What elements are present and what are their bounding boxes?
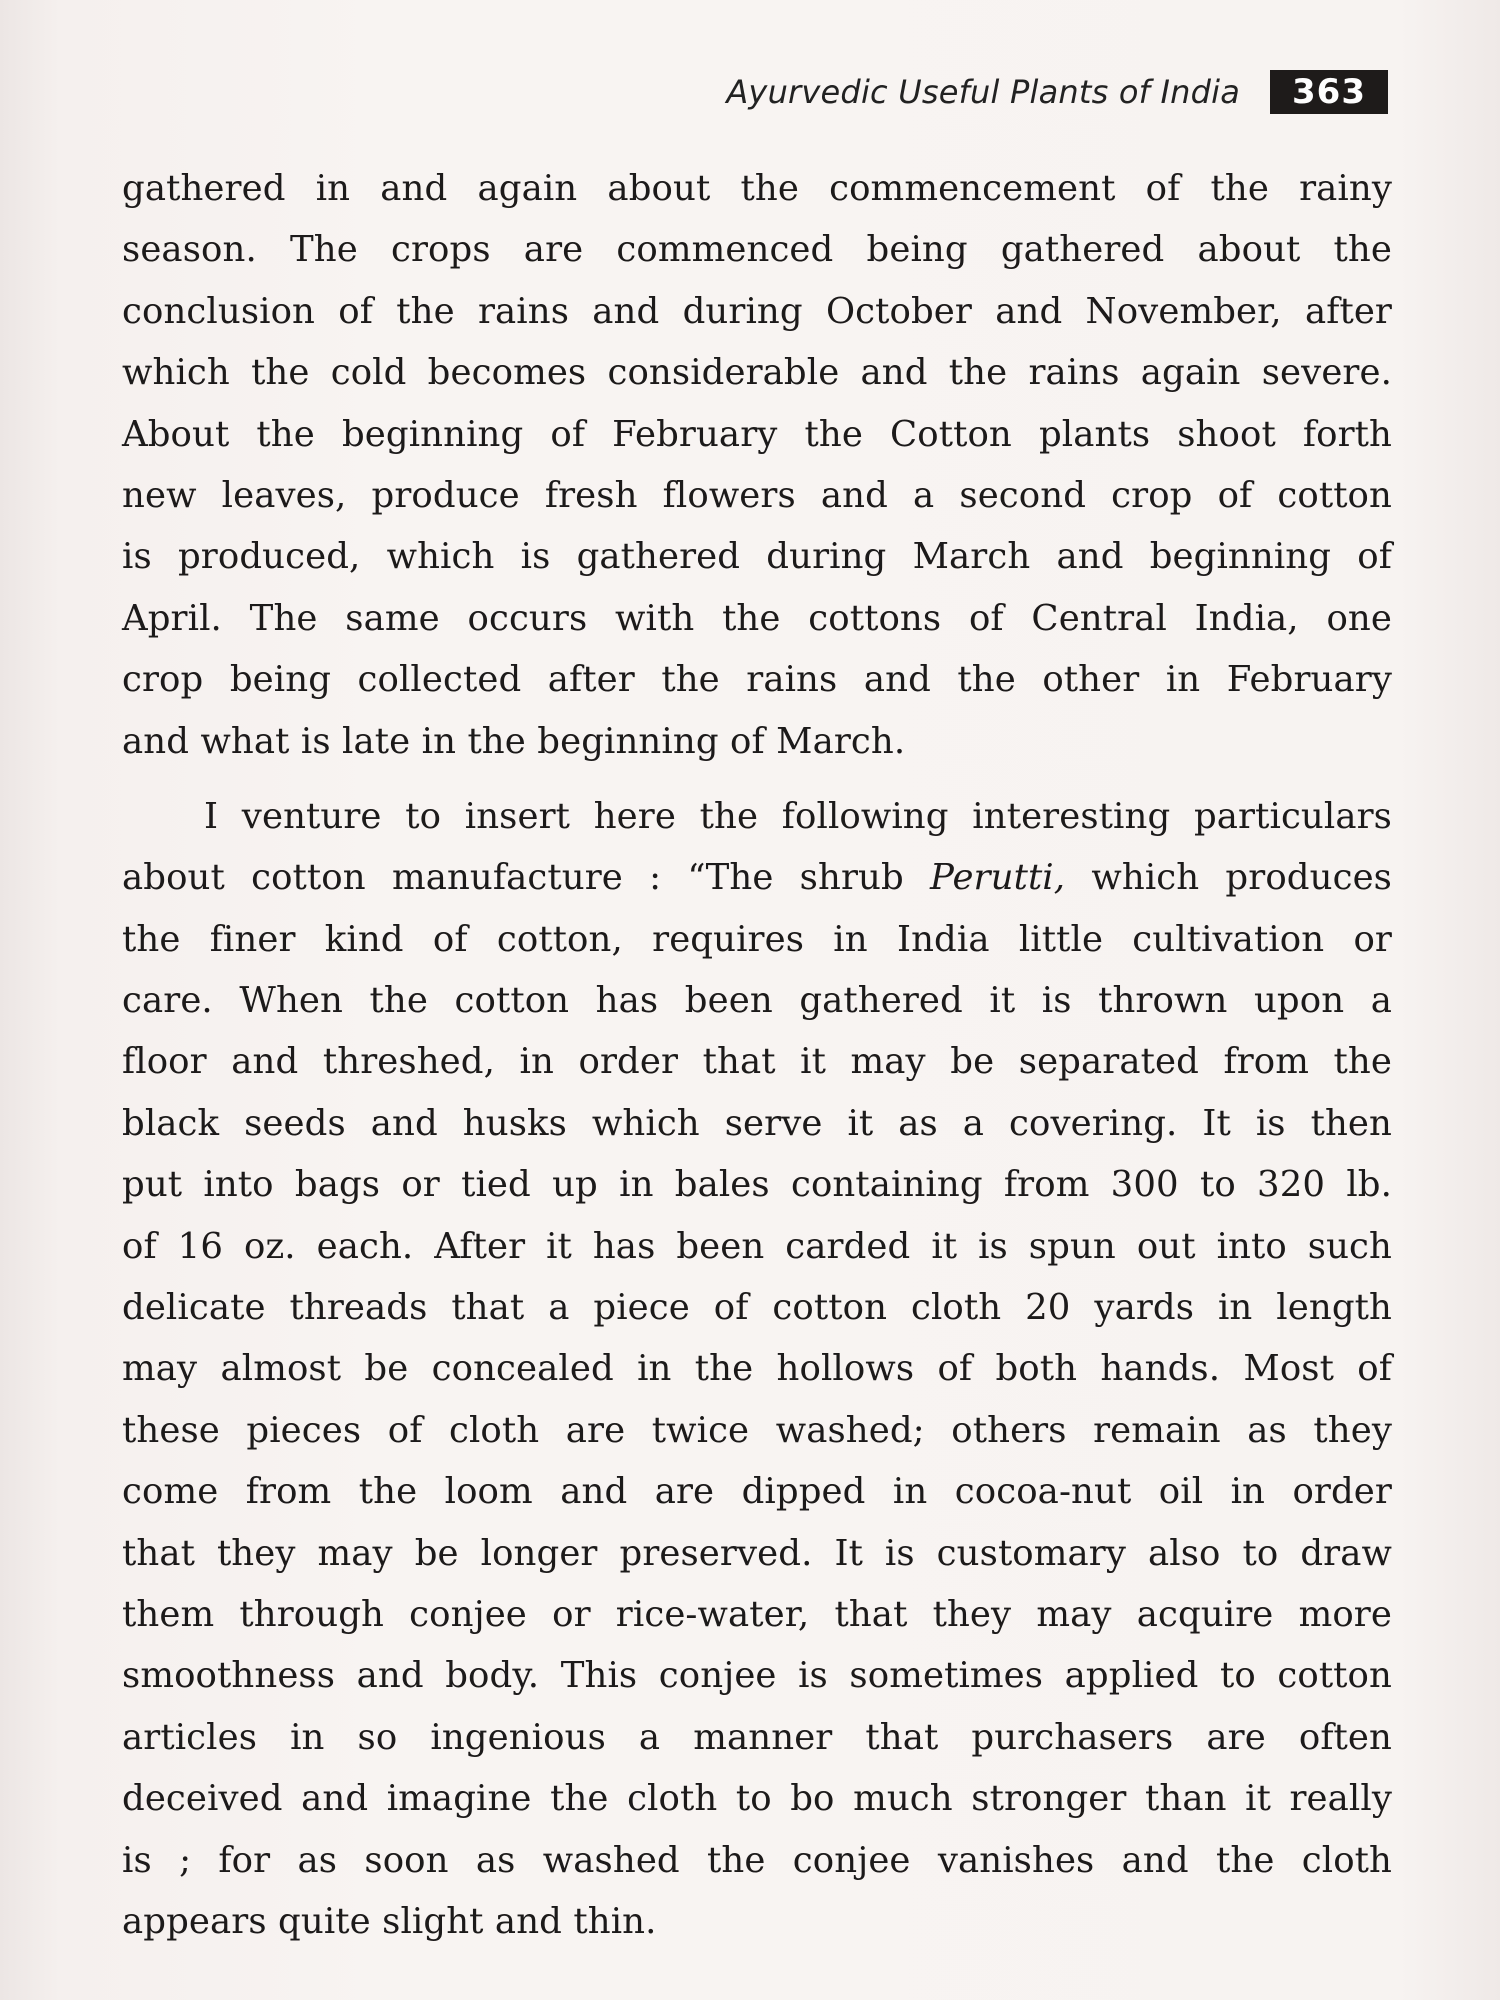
text-line: the finer kind of cotton, requires in India little cultivation or	[122, 918, 1392, 960]
text-line: articles in so ingenious a manner that purchasers are often	[122, 1716, 1392, 1758]
text-segment: which produces	[1065, 857, 1392, 899]
italic-plant-name: Perutti,	[930, 857, 1066, 899]
text-line: them through conjee or rice-water, that they may acquire more	[122, 1593, 1392, 1635]
text-line: delicate threads that a piece of cotton cloth 20 yards in length	[122, 1287, 1392, 1329]
text-line: which the cold becomes considerable and the rains again severe.	[122, 352, 1392, 394]
paragraph-1	[122, 158, 1392, 772]
text-line: come from the loom and are dipped in cocoa-nut oil in order	[122, 1471, 1392, 1513]
text-line: of 16 oz. each. After it has been carded it is spun out into such	[122, 1225, 1392, 1267]
body-text	[122, 158, 1392, 1952]
text-line: appears quite slight and thin.	[122, 1900, 657, 1942]
text-line: and what is late in the beginning of March.	[122, 720, 906, 762]
text-line: crop being collected after the rains and the other in February	[122, 659, 1392, 701]
text-line: new leaves, produce fresh flowers and a second crop of cotton	[122, 474, 1392, 516]
text-line: that they may be longer preserved. It is customary also to draw	[122, 1532, 1392, 1574]
text-line: season. The crops are commenced being gathered about the	[122, 229, 1392, 271]
text-line: deceived and imagine the cloth to bo much stronger than it really	[122, 1778, 1392, 1820]
text-segment: about cotton manufacture : “The shrub	[122, 857, 931, 899]
text-line: smoothness and body. This conjee is sometimes applied to cotton	[122, 1655, 1392, 1697]
text-line: floor and threshed, in order that it may be separated from the	[122, 1041, 1392, 1083]
text-line: April. The same occurs with the cottons of Central India, one	[122, 597, 1392, 639]
text-line: black seeds and husks which serve it as a covering. It is then	[122, 1102, 1392, 1144]
text-line: care. When the cotton has been gathered it is thrown upon a	[122, 980, 1392, 1022]
paragraph-spacer	[122, 772, 1392, 786]
text-line: these pieces of cloth are twice washed; others remain as they	[122, 1409, 1392, 1451]
text-line: About the beginning of February the Cotton plants shoot forth	[122, 413, 1392, 455]
running-header	[726, 70, 1388, 114]
text-line: conclusion of the rains and during October and November, after	[122, 290, 1392, 332]
page-number-badge: 363	[1270, 70, 1388, 114]
text-line: put into bags or tied up in bales containing from 300 to 320 lb.	[122, 1164, 1392, 1206]
text-line: is produced, which is gathered during March and beginning of	[122, 536, 1392, 578]
text-line: may almost be concealed in the hollows of both hands. Most of	[122, 1348, 1392, 1390]
text-line: is ; for as soon as washed the conjee vanishes and the cloth	[122, 1839, 1392, 1881]
book-title: Ayurvedic Useful Plants of India	[726, 73, 1241, 111]
text-line: gathered in and again about the commencement of the rainy	[122, 168, 1392, 209]
text-line-with-italic	[122, 847, 1392, 908]
paragraph-2	[122, 786, 1392, 1952]
text-line: I venture to insert here the following interesting particulars	[204, 795, 1392, 837]
